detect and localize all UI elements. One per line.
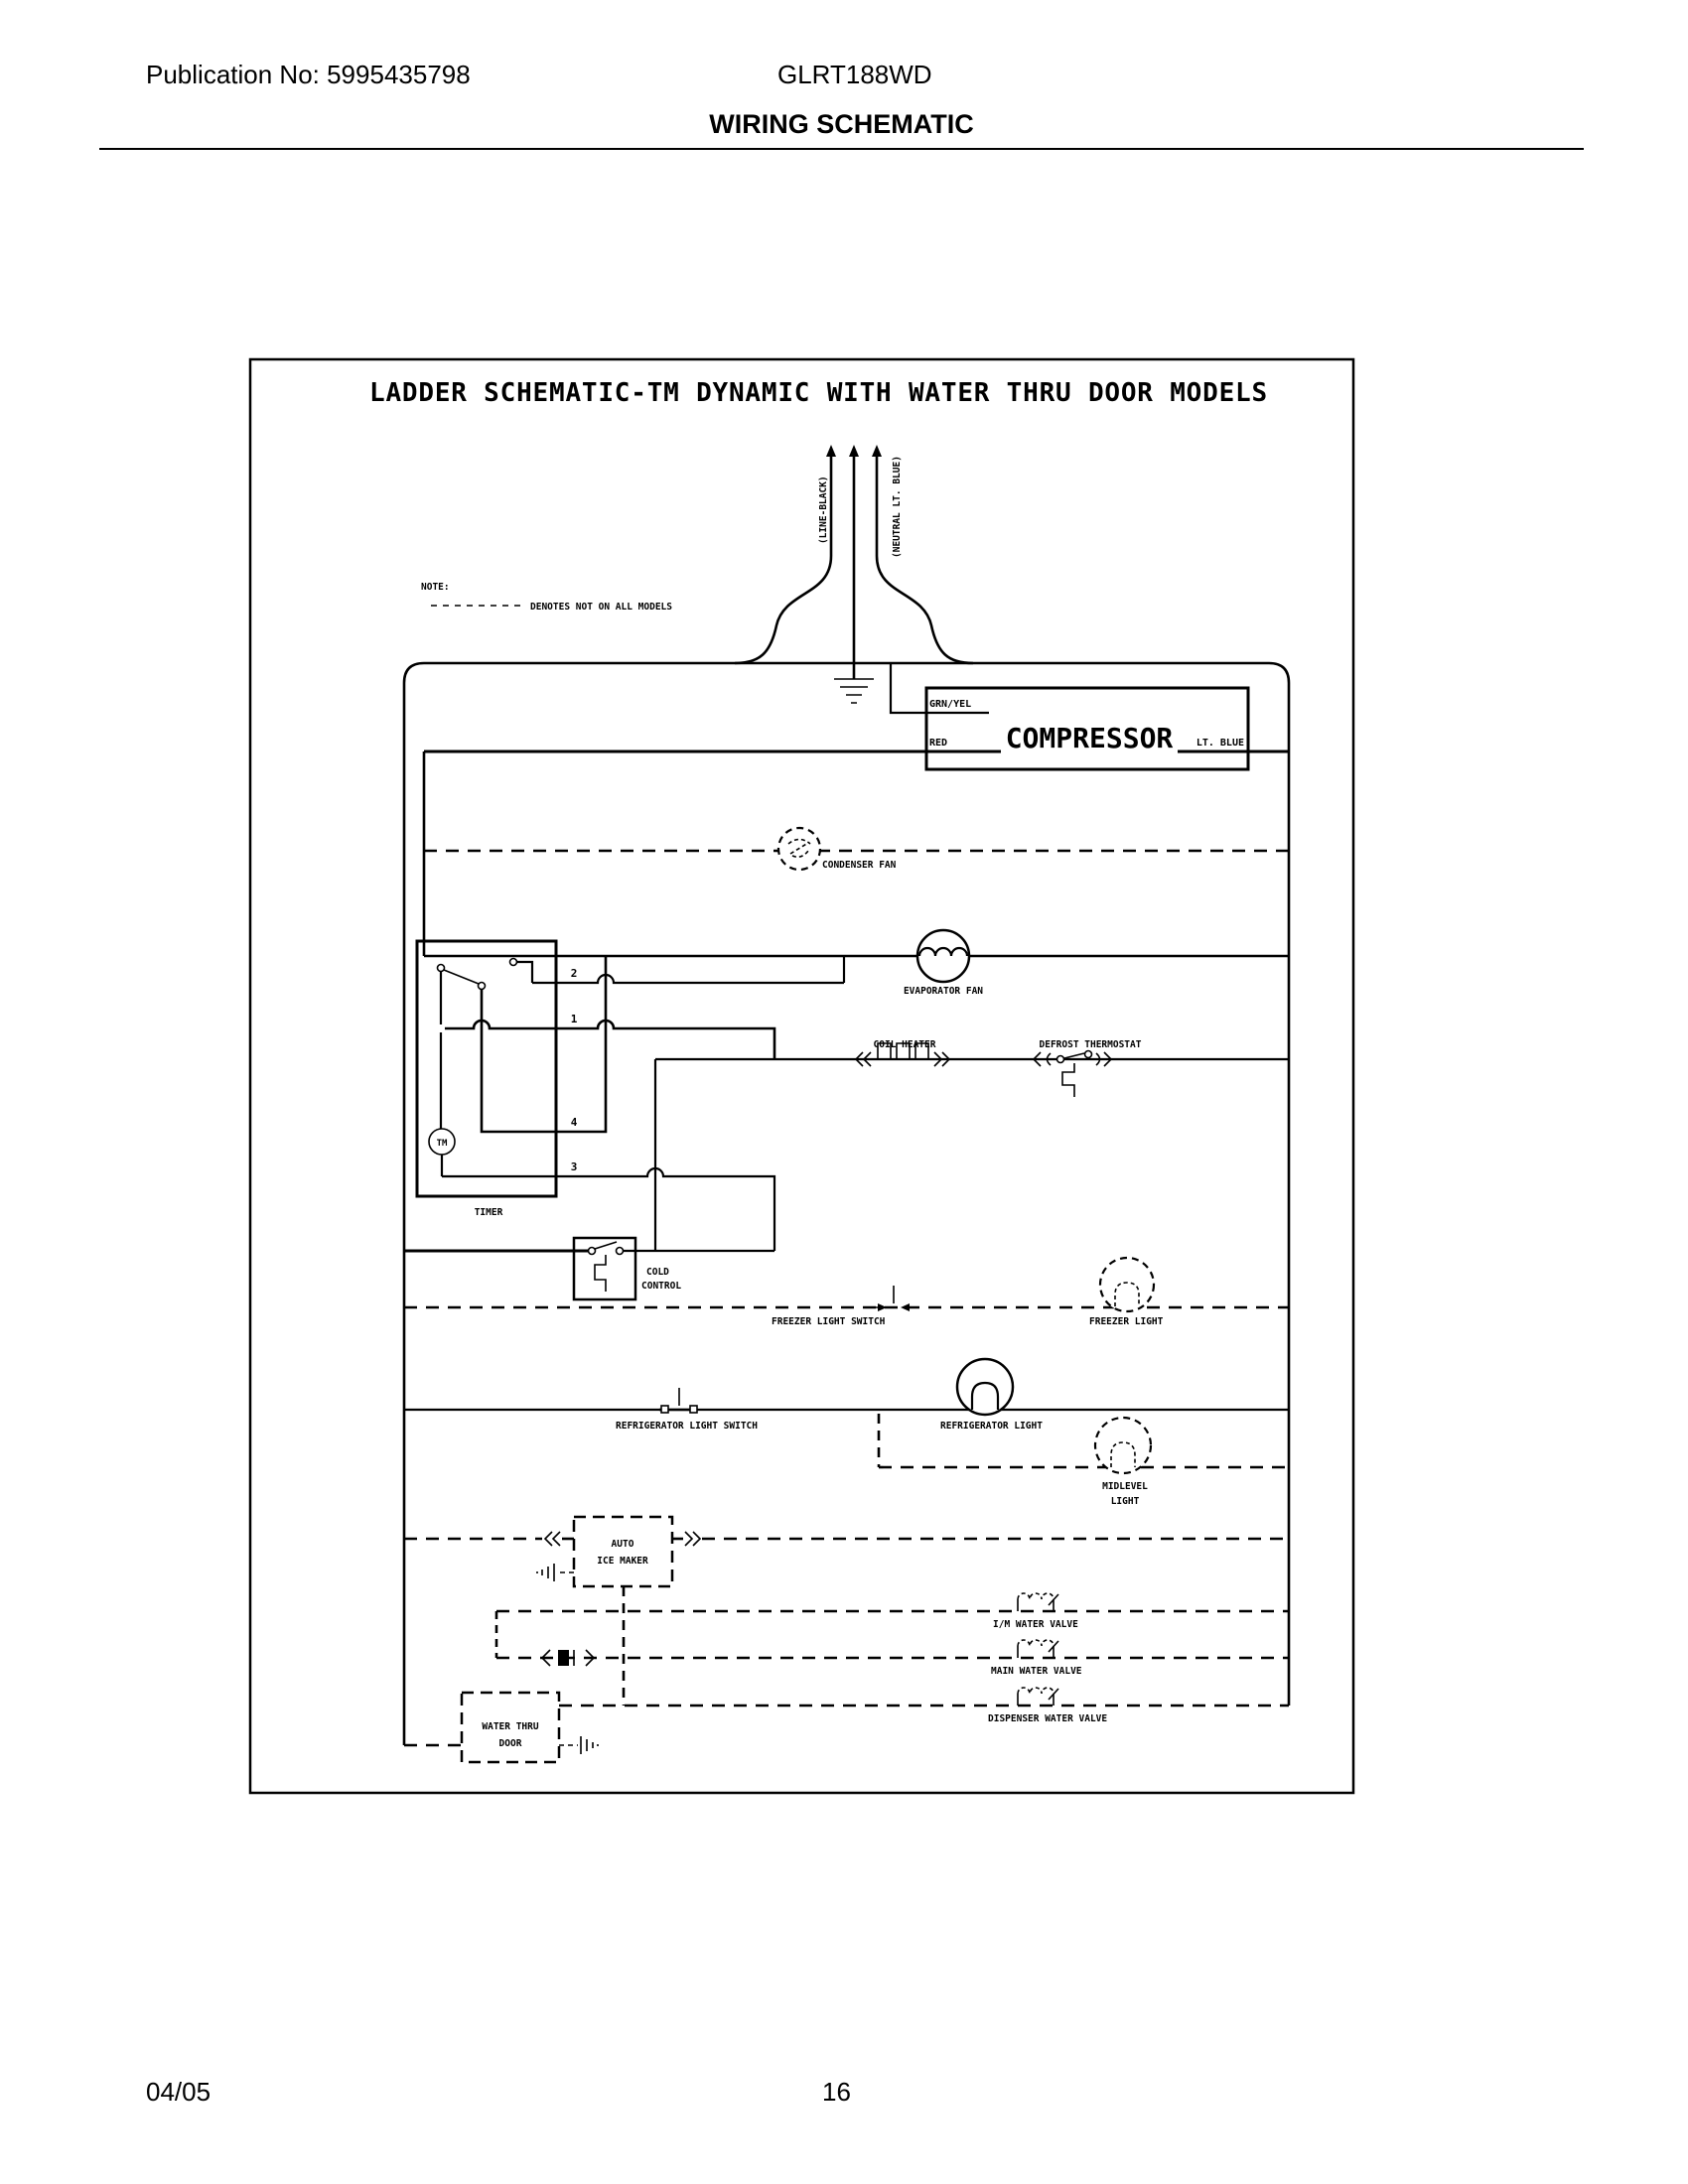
im-valve-row bbox=[496, 1593, 1289, 1658]
ice-maker-label-2: ICE MAKER bbox=[597, 1556, 648, 1567]
freezer-light-icon bbox=[1100, 1258, 1154, 1311]
water-thru-door-label-1: WATER THRU bbox=[482, 1721, 539, 1732]
ladder-rails bbox=[404, 663, 1289, 1745]
dispenser-valve-icon bbox=[1018, 1688, 1058, 1706]
timer-terminal-4: 4 bbox=[570, 1116, 578, 1129]
refrigerator-light-switch-icon bbox=[659, 1388, 697, 1413]
cold-control-label-2: CONTROL bbox=[641, 1281, 682, 1292]
defrost-thermostat-icon bbox=[1034, 1051, 1111, 1098]
compressor-grnyel-label: GRN/YEL bbox=[929, 699, 972, 710]
compressor-label: COMPRESSOR bbox=[1005, 722, 1174, 754]
refrigerator-light-row bbox=[404, 1359, 1289, 1432]
water-thru-door-ground-icon bbox=[581, 1736, 598, 1754]
compressor-ltblue-label: LT. BLUE bbox=[1196, 738, 1244, 749]
main-valve-row bbox=[496, 1640, 1289, 1677]
refrigerator-light-switch-label: REFRIGERATOR LIGHT SWITCH bbox=[616, 1421, 758, 1432]
coil-heater-label: COIL HEATER bbox=[873, 1039, 936, 1050]
page-title: WIRING SCHEMATIC bbox=[709, 109, 974, 139]
cold-control-label-1: COLD bbox=[646, 1267, 669, 1278]
main-valve-label: MAIN WATER VALVE bbox=[991, 1666, 1082, 1677]
note-text: DENOTES NOT ON ALL MODELS bbox=[530, 602, 672, 613]
im-valve-icon bbox=[1018, 1593, 1058, 1611]
model-number: GLRT188WD bbox=[777, 60, 932, 89]
water-thru-door-label-2: DOOR bbox=[498, 1738, 522, 1749]
neutral-blue-label: (NEUTRAL LT. BLUE) bbox=[892, 456, 903, 558]
refrigerator-light-icon bbox=[957, 1359, 1013, 1415]
timer-terminal-1: 1 bbox=[570, 1013, 578, 1025]
refrigerator-light-label: REFRIGERATOR LIGHT bbox=[940, 1421, 1043, 1432]
timer-terminal-3: 3 bbox=[570, 1160, 578, 1173]
ice-maker-ground-icon bbox=[537, 1564, 554, 1581]
note-label: NOTE: bbox=[421, 582, 450, 593]
im-valve-label: I/M WATER VALVE bbox=[993, 1619, 1078, 1630]
main-valve-icon bbox=[1018, 1640, 1058, 1658]
timer-label: TIMER bbox=[474, 1207, 503, 1218]
evaporator-fan-label: EVAPORATOR FAN bbox=[903, 986, 984, 997]
header-rule bbox=[99, 148, 1584, 150]
freezer-light-row bbox=[404, 1258, 1289, 1327]
timer-motor-label: TM bbox=[436, 1139, 448, 1149]
compressor-block bbox=[424, 688, 1289, 769]
midlevel-light-icon bbox=[1095, 1418, 1151, 1473]
freezer-light-label: FREEZER LIGHT bbox=[1089, 1316, 1164, 1327]
publication-number: Publication No: 5995435798 bbox=[146, 60, 471, 89]
ice-maker-box bbox=[574, 1517, 672, 1586]
timer-terminal-2: 2 bbox=[570, 967, 578, 980]
defrost-thermostat-label: DEFROST THERMOSTAT bbox=[1039, 1039, 1142, 1050]
schematic-title: LADDER SCHEMATIC-TM DYNAMIC WITH WATER THRU DOOR MODELS bbox=[369, 378, 1268, 408]
wiring-schematic-svg bbox=[248, 357, 1355, 1797]
dispenser-valve-row bbox=[559, 1688, 1289, 1724]
footer-date: 04/05 bbox=[146, 2077, 211, 2107]
defrost-row bbox=[655, 1039, 1289, 1097]
midlevel-light-label-1: MIDLEVEL bbox=[1102, 1481, 1148, 1492]
ground-icon bbox=[834, 679, 874, 703]
water-thru-door-block bbox=[404, 1693, 598, 1762]
midlevel-light-label-2: LIGHT bbox=[1110, 1496, 1140, 1507]
compressor-red-label: RED bbox=[929, 738, 948, 749]
line-black-label: (LINE-BLACK) bbox=[818, 476, 829, 544]
ice-maker-label-1: AUTO bbox=[611, 1539, 634, 1550]
condenser-fan-label: CONDENSER FAN bbox=[822, 860, 897, 871]
power-feed-lines bbox=[735, 445, 973, 679]
condenser-fan-row bbox=[424, 828, 1289, 871]
footer-page-number: 16 bbox=[822, 2077, 851, 2107]
dispenser-valve-label: DISPENSER WATER VALVE bbox=[988, 1713, 1108, 1724]
freezer-light-switch-label: FREEZER LIGHT SWITCH bbox=[772, 1316, 886, 1327]
cold-control-block bbox=[404, 1238, 774, 1299]
